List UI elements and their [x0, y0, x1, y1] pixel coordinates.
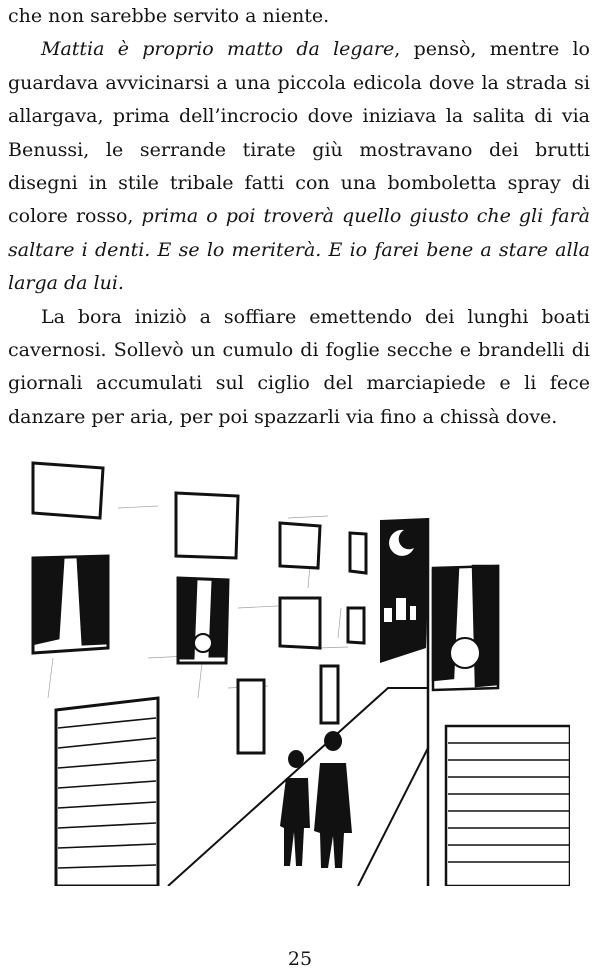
- paragraph-3: [8, 301, 590, 435]
- paragraph-2-narration: , pensò, mentre lo guardava avvicinarsi a una piccola edicola dove la strada si allargava, prima dell’incrocio dove iniziava la salita di via Benussi, le serrande tirate giù mostravano dei brutti disegni in stile tribale fatti con una bomboletta spray di colore rosso,: [8, 38, 590, 228]
- paragraph-3-text: La bora iniziò a soffiare emettendo dei lunghi boati cavernosi. Sollevò un cumulo di foglie secche e brandelli di giornali accumulati sul ciglio del marciapiede e li fece danzare per aria, per poi spazzarli via fino a chissà dove.: [8, 305, 590, 428]
- body-text: [8, 0, 590, 434]
- paragraph-2: [8, 33, 590, 300]
- paragraph-1-text: che non sarebbe servito a niente.: [8, 5, 330, 27]
- sky-strip: [380, 518, 428, 663]
- page-number: 25: [287, 948, 313, 970]
- paragraph-1: [8, 0, 590, 33]
- paragraph-2-italic-thought-1: Mattia è proprio matto da legare: [41, 38, 395, 61]
- rolling-shutter: [56, 698, 158, 886]
- street-illustration: [28, 448, 570, 886]
- paragraph-2-italic-thought-2: prima o poi troverà quello giusto che gli farà saltare i denti. E se lo meriterà. E io farei bene a stare alla larga da lui.: [8, 205, 590, 295]
- skull-figure: [194, 634, 212, 652]
- jack-o-lantern: [450, 638, 480, 668]
